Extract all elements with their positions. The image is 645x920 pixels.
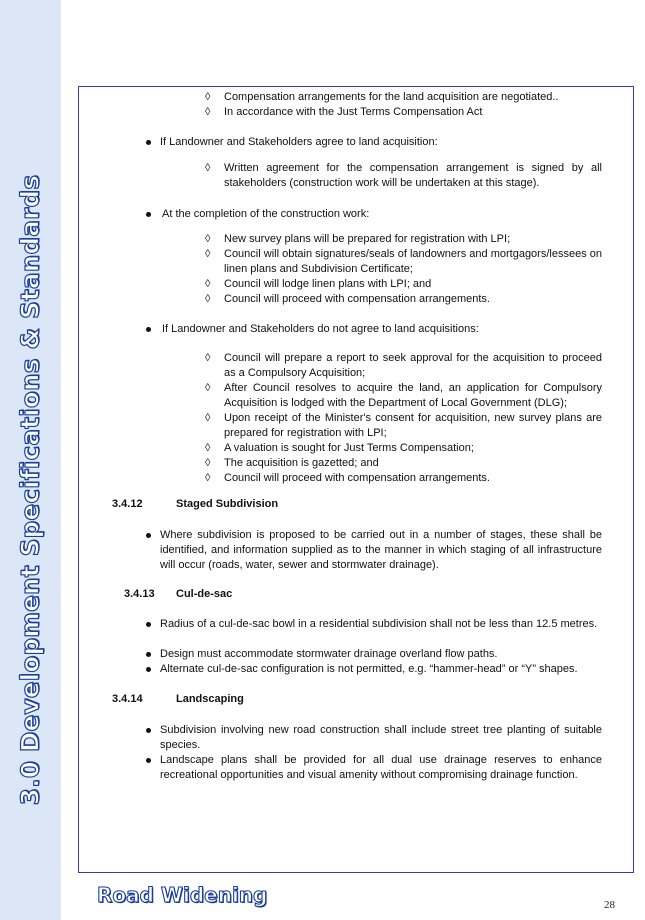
section-title: Cul-de-sac bbox=[176, 588, 233, 600]
side-banner bbox=[0, 0, 61, 920]
bullet-icon bbox=[146, 652, 151, 657]
sub-item: New survey plans will be prepared for registration with LPI; bbox=[224, 233, 511, 245]
bullet-icon bbox=[146, 758, 151, 763]
bullet-item: Where subdivision is proposed to be carried out in a number of stages, these shall be identified, and information supplied as to the manner in which staging of all infrastructure will occur (roads, water, sewer and stormwater drainage). bbox=[160, 529, 602, 571]
chapter-title: 3.0 Development Specifications & Standards bbox=[15, 174, 45, 806]
sub-item: A valuation is sought for Just Terms Compensation; bbox=[224, 442, 474, 454]
sub-item: Council will lodge linen plans with LPI; and bbox=[224, 278, 432, 290]
sub-item: In accordance with the Just Terms Compensation Act bbox=[224, 106, 483, 118]
diamond-icon: ◊ bbox=[205, 278, 211, 290]
bullet-item: Radius of a cul-de-sac bowl in a residential subdivision shall not be less than 12.5 metres. bbox=[160, 618, 598, 630]
sub-item: Compensation arrangements for the land acquisition are negotiated.. bbox=[224, 91, 559, 103]
bullet-icon bbox=[146, 212, 151, 217]
sub-item: Council will obtain signatures/seals of landowners and mortgagors/lessees on linen plans and Subdivision Certificate; bbox=[224, 248, 602, 275]
diamond-icon: ◊ bbox=[205, 472, 211, 484]
bullet-icon bbox=[146, 728, 151, 733]
bullet-item: If Landowner and Stakeholders agree to land acquisition: bbox=[160, 136, 438, 148]
bullet-item: Landscape plans shall be provided for all dual use drainage reserves to enhance recreational opportunities and visual amenity without compromising drainage function. bbox=[160, 754, 602, 781]
sub-item: The acquisition is gazetted; and bbox=[224, 457, 379, 469]
section-title: Staged Subdivision bbox=[176, 498, 279, 510]
diamond-icon: ◊ bbox=[205, 248, 211, 260]
diamond-icon: ◊ bbox=[205, 91, 211, 103]
bullet-item: At the completion of the construction work: bbox=[162, 208, 370, 220]
bullet-icon bbox=[146, 533, 151, 538]
bullet-icon bbox=[146, 327, 151, 332]
diamond-icon: ◊ bbox=[205, 233, 211, 245]
bullet-icon bbox=[146, 667, 151, 672]
sub-item: Council will proceed with compensation arrangements. bbox=[224, 472, 490, 484]
sub-item: Upon receipt of the Minister's consent for acquisition, new survey plans are prepared for registration with LPI; bbox=[224, 412, 602, 439]
bullet-item: Subdivision involving new road construction shall include street tree planting of suitable species. bbox=[160, 724, 602, 751]
footer-title: Road Widening bbox=[97, 883, 268, 907]
sub-item: Council will prepare a report to seek approval for the acquisition to proceed as a Compulsory Acquisition; bbox=[224, 352, 602, 379]
diamond-icon: ◊ bbox=[205, 106, 211, 118]
diamond-icon: ◊ bbox=[205, 442, 211, 454]
section-number: 3.4.12 bbox=[112, 498, 143, 510]
bullet-icon bbox=[146, 140, 151, 145]
sub-item: Council will proceed with compensation arrangements. bbox=[224, 293, 490, 305]
diamond-icon: ◊ bbox=[205, 382, 211, 394]
sub-item: After Council resolves to acquire the land, an application for Compulsory Acquisition is lodged with the Department of Local Government (DLG); bbox=[224, 382, 602, 409]
section-title: Landscaping bbox=[176, 693, 244, 705]
diamond-icon: ◊ bbox=[205, 412, 211, 424]
diamond-icon: ◊ bbox=[205, 162, 211, 174]
bullet-item: If Landowner and Stakeholders do not agree to land acquisitions: bbox=[162, 323, 479, 335]
bullet-icon bbox=[146, 622, 151, 627]
diamond-icon: ◊ bbox=[205, 352, 211, 364]
sub-item: Written agreement for the compensation arrangement is signed by all stakeholders (construction work will be undertaken at this stage). bbox=[224, 162, 602, 189]
bullet-item: Alternate cul-de-sac configuration is not permitted, e.g. “hammer-head” or “Y” shapes. bbox=[160, 663, 578, 675]
page-number: 28 bbox=[604, 899, 615, 911]
bullet-item: Design must accommodate stormwater drainage overland flow paths. bbox=[160, 648, 498, 660]
diamond-icon: ◊ bbox=[205, 293, 211, 305]
diamond-icon: ◊ bbox=[205, 457, 211, 469]
section-number: 3.4.14 bbox=[112, 693, 143, 705]
section-number: 3.4.13 bbox=[124, 588, 155, 600]
